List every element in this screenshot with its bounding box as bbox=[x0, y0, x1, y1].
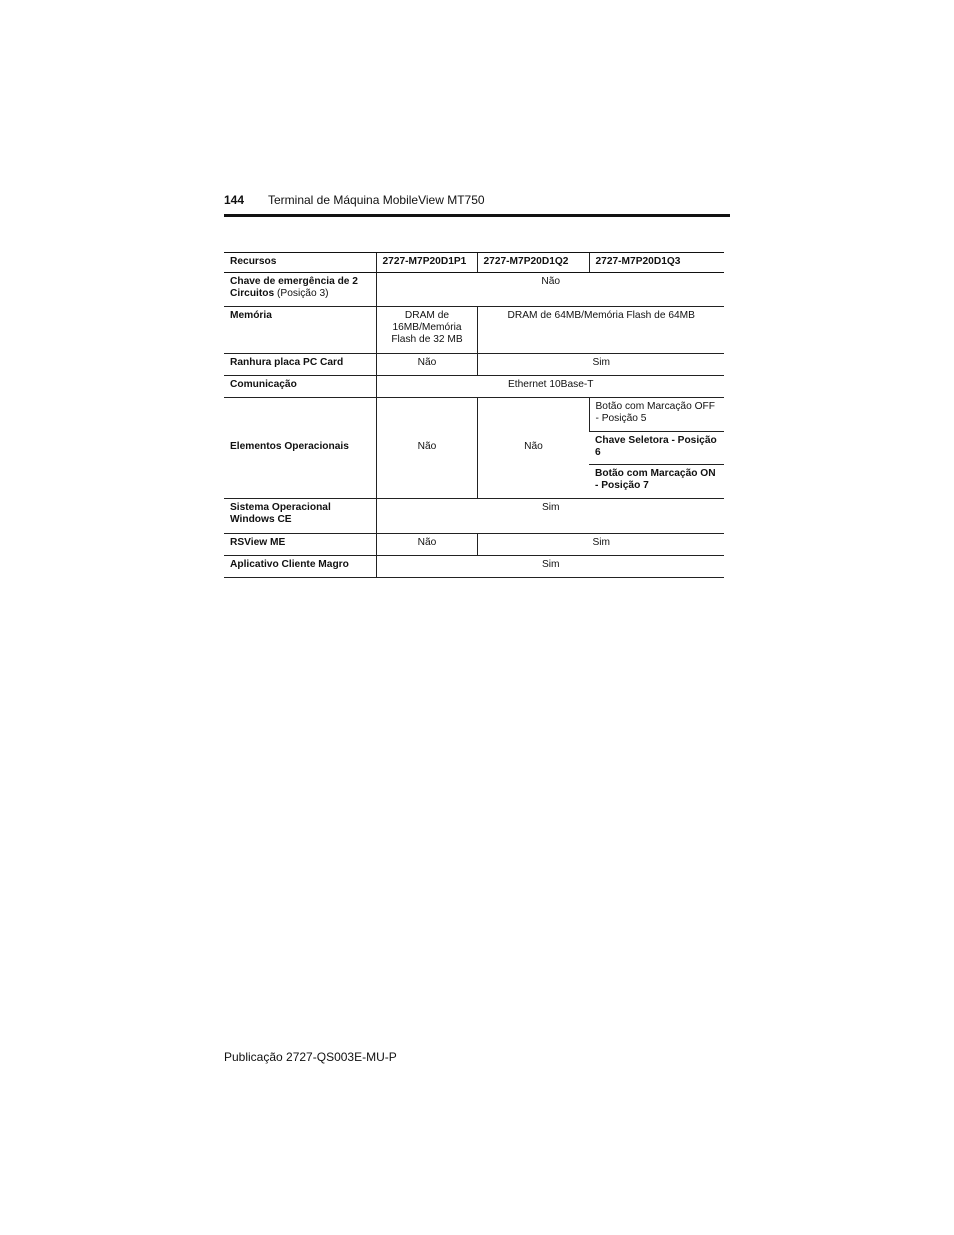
operational-q3-item: Botão com Marcação OFF - Posição 5 bbox=[589, 398, 724, 432]
thin-client-value: Sim bbox=[376, 556, 724, 578]
row-label-os: Sistema Operacional Windows CE bbox=[224, 499, 376, 534]
row-label-emergency bbox=[224, 273, 376, 307]
table-row-pc-card bbox=[224, 354, 724, 376]
operational-value-p1: Não bbox=[376, 398, 477, 499]
column-header-recursos: Recursos bbox=[224, 253, 376, 273]
table-row-rsview bbox=[224, 534, 724, 556]
row-label-thin-client: Aplicativo Cliente Magro bbox=[224, 556, 376, 578]
table-header-row bbox=[224, 253, 724, 273]
emergency-label-note: (Posição 3) bbox=[277, 288, 329, 299]
table-row-memory bbox=[224, 307, 724, 354]
communication-value: Ethernet 10Base-T bbox=[376, 376, 724, 398]
table-row-thin-client bbox=[224, 556, 724, 578]
row-label-memory: Memória bbox=[224, 307, 376, 354]
pc-card-value-p1: Não bbox=[376, 354, 477, 376]
row-label-rsview: RSView ME bbox=[224, 534, 376, 556]
table-row-operational bbox=[224, 398, 724, 432]
memory-value-q: DRAM de 64MB/Memória Flash de 64MB bbox=[477, 307, 724, 354]
row-label-operational: Elementos Operacionais bbox=[224, 398, 376, 499]
memory-value-p1: DRAM de 16MB/Memória Flash de 32 MB bbox=[376, 307, 477, 354]
rsview-value-q: Sim bbox=[477, 534, 724, 556]
page-number: 144 bbox=[224, 193, 245, 207]
specifications-table bbox=[224, 252, 724, 578]
operational-value-q2: Não bbox=[477, 398, 589, 499]
running-title: Terminal de Máquina MobileView MT750 bbox=[268, 193, 485, 207]
emergency-label-bold: Chave de emergência de 2 Circuitos bbox=[230, 276, 358, 299]
column-header-q3: 2727-M7P20D1Q3 bbox=[589, 253, 724, 273]
header-rule bbox=[224, 214, 730, 217]
emergency-value: Não bbox=[376, 273, 724, 307]
page-header bbox=[224, 193, 729, 213]
rsview-value-p1: Não bbox=[376, 534, 477, 556]
table-row-os bbox=[224, 499, 724, 534]
publication-footer: Publicação 2727-QS003E-MU-P bbox=[224, 1050, 397, 1064]
os-value: Sim bbox=[376, 499, 724, 534]
table-row-emergency bbox=[224, 273, 724, 307]
row-label-communication: Comunicação bbox=[224, 376, 376, 398]
column-header-q2: 2727-M7P20D1Q2 bbox=[477, 253, 589, 273]
pc-card-value-q: Sim bbox=[477, 354, 724, 376]
column-header-p1: 2727-M7P20D1P1 bbox=[376, 253, 477, 273]
operational-q3-item: Botão com Marcação ON - Posição 7 bbox=[589, 465, 724, 499]
table-row-communication bbox=[224, 376, 724, 398]
operational-q3-item: Chave Seletora - Posição 6 bbox=[589, 432, 724, 465]
row-label-pc-card: Ranhura placa PC Card bbox=[224, 354, 376, 376]
